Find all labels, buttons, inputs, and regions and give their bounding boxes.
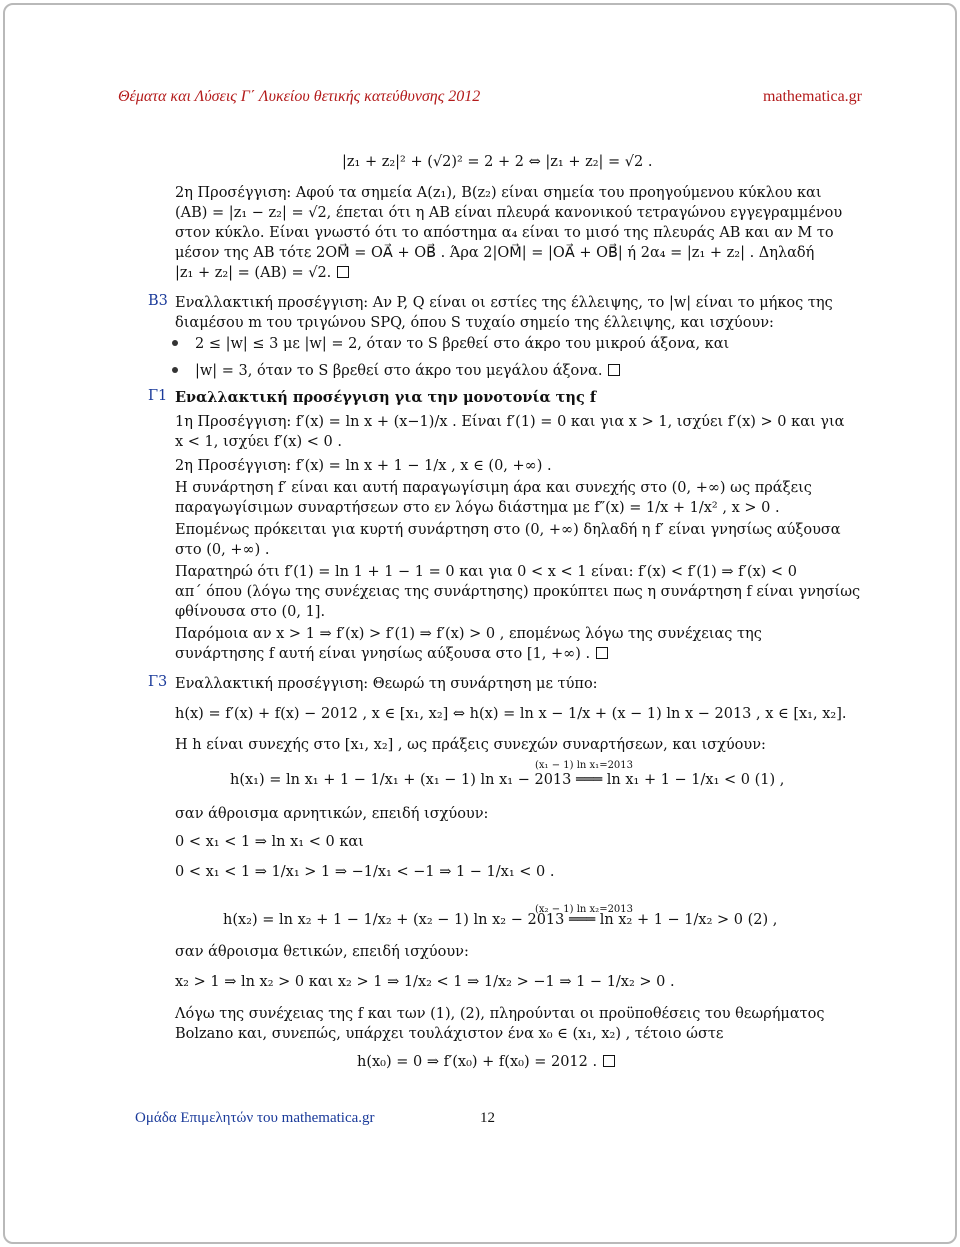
equation-line: h(x₀) = 0 ⇒ f′(x₀) + f(x₀) = 2012 . [357,1052,615,1072]
bullet-item: 2 ≤ |w| ≤ 3 με |w| = 2, όταν το S βρεθεί στο άκρο του μικρού άξονα, και [195,336,730,352]
running-header-site: mathematica.gr [762,88,862,105]
equation-line: h(x₁) = ln x₁ + 1 − 1/x₁ + (x₁ − 1) ln x₁ − 2013 ═══ ln x₁ + 1 − 1/x₁ < 0 (1) , [230,772,785,788]
paragraph-line: 2η Προσέγγιση: f′(x) = ln x + 1 − 1/x , x ∈ (0, +∞) . [175,458,552,474]
paragraph-line: σαν άθροισμα θετικών, επειδή ισχύουν: [175,944,469,960]
equation-line: |z₁ + z₂|² + (√2)² = 2 + 2 ⇔ |z₁ + z₂| = √2 . [342,154,653,170]
section-label-g1: Γ1 [148,388,168,404]
section-label-g3: Γ3 [148,674,168,690]
paragraph-line: Bolzano και, συνεπώς, υπάρχει τουλάχιστον ένα x₀ ∈ (x₁, x₂) , τέτοιο ώστε [175,1026,724,1042]
qed-square-icon [596,647,608,659]
paragraph-line: Παρατηρώ ότι f′(1) = ln 1 + 1 − 1 = 0 και για 0 < x < 1 είναι: f′(x) < f′(1) ⇒ f′(x) < 0 [175,564,797,580]
running-header-title: Θέματα και Λύσεις Γ΄ Λυκείου θετικής κατεύθυνσης 2012 [118,88,481,105]
paragraph-line: στον κύκλο. Είναι γνωστό ότι το απόστημα α₄ είναι το μισό της πλευράς AB και αν M το [175,225,834,241]
paragraph-line: (AB) = |z₁ − z₂| = √2, έπεται ότι η AB είναι πλευρά κανονικού τετραγώνου εγγεγραμμένου [175,205,843,221]
equation-line: 0 < x₁ < 1 ⇒ ln x₁ < 0 και [175,834,364,850]
paragraph-line: Παρόμοια αν x > 1 ⇒ f′(x) > f′(1) ⇒ f′(x) > 0 , επομένως λόγω της συνέχειας της [175,626,762,642]
paragraph-line: διαμέσου m του τριγώνου SPQ, όπου S τυχαίο σημείο της έλλειψης, και ισχύουν: [175,315,774,331]
paragraph-line: σαν άθροισμα αρνητικών, επειδή ισχύουν: [175,806,489,822]
paragraph-line: παραγωγίσιμων συναρτήσεων στο εν λόγω διάστημα με f″(x) = 1/x + 1/x² , x > 0 . [175,500,780,516]
section-heading: Εναλλακτική προσέγγιση για την μονοτονία της f [175,389,597,406]
paragraph-line: Λόγω της συνέχειας της f και των (1), (2), πληρούνται οι προϋποθέσεις του θεωρήματος [175,1006,825,1022]
equation-annotation: (x₁ − 1) ln x₁=2013 [535,760,634,771]
paragraph-line: Εναλλακτική προσέγγιση: Θεωρώ τη συνάρτηση με τύπο: [175,676,598,692]
page-number: 12 [480,1110,495,1126]
paragraph-line: απ΄ όπου (λόγω της συνέχειας της συνάρτησης) προκύπτει πως η συνάρτηση f είναι γνησίως [175,584,861,600]
footer-editors: Ομάδα Επιμελητών του mathematica.gr [135,1110,375,1126]
equation-line: h(x₂) = ln x₂ + 1 − 1/x₂ + (x₂ − 1) ln x₂ − 2013 ═══ ln x₂ + 1 − 1/x₂ > 0 (2) , [223,912,778,928]
paragraph-line: Επομένως πρόκειται για κυρτή συνάρτηση στο (0, +∞) δηλαδή η f′ είναι γνησίως αύξουσα [175,522,841,538]
paragraph-line: Εναλλακτική προσέγγιση: Αν P, Q είναι οι εστίες της έλλειψης, το |w| είναι το μήκος της [175,295,833,311]
equation-line: h(x) = f′(x) + f(x) − 2012 , x ∈ [x₁, x₂] ⇔ h(x) = ln x − 1/x + (x − 1) ln x − 2013 , x ∈ [x₁, x₂]. [175,706,847,722]
paragraph-line: x < 1, ισχύει f′(x) < 0 . [175,434,342,450]
paragraph-line: φθίνουσα στο (0, 1]. [175,604,326,620]
qed-square-icon [608,364,620,376]
bullet-item: |w| = 3, όταν το S βρεθεί στο άκρο του μεγάλου άξονα. [195,361,620,381]
equation-line: 0 < x₁ < 1 ⇒ 1/x₁ > 1 ⇒ −1/x₁ < −1 ⇒ 1 − 1/x₁ < 0 . [175,864,555,880]
bullet-icon [172,367,178,373]
qed-square-icon [603,1055,615,1067]
paragraph-line: Η συνάρτηση f′ είναι και αυτή παραγωγίσιμη άρα και συνεχής στο (0, +∞) ως πράξεις [175,480,812,496]
qed-square-icon [337,266,349,278]
paragraph-line: στο (0, +∞) . [175,542,270,558]
paragraph-line: συνάρτησης f αυτή είναι γνησίως αύξουσα στο [1, +∞) . [175,644,608,664]
paragraph-line: 1η Προσέγγιση: f′(x) = ln x + (x−1)/x . Είναι f′(1) = 0 και για x > 1, ισχύει f′(x) > 0 και για [175,414,845,430]
paragraph-line: μέσον της AB τότε 2OM⃗ = OA⃗ + OB⃗ . Άρα 2|OM⃗| = |OA⃗ + OB⃗| ή 2α₄ = |z₁ + z₂| . Δηλαδή [175,245,815,261]
paragraph-line: |z₁ + z₂| = (AB) = √2. [175,263,349,283]
section-label-b3: Β3 [148,293,168,309]
equation-line: x₂ > 1 ⇒ ln x₂ > 0 και x₂ > 1 ⇒ 1/x₂ < 1 ⇒ 1/x₂ > −1 ⇒ 1 − 1/x₂ > 0 . [175,974,675,990]
paragraph-line: Η h είναι συνεχής στο [x₁, x₂] , ως πράξεις συνεχών συναρτήσεων, και ισχύουν: [175,737,766,753]
bullet-icon [172,340,178,346]
paragraph-line: 2η Προσέγγιση: Αφού τα σημεία A(z₁), B(z₂) είναι σημεία του προηγούμενου κύκλου και [175,185,822,201]
equation-annotation: (x₂ − 1) ln x₂=2013 [535,904,634,915]
